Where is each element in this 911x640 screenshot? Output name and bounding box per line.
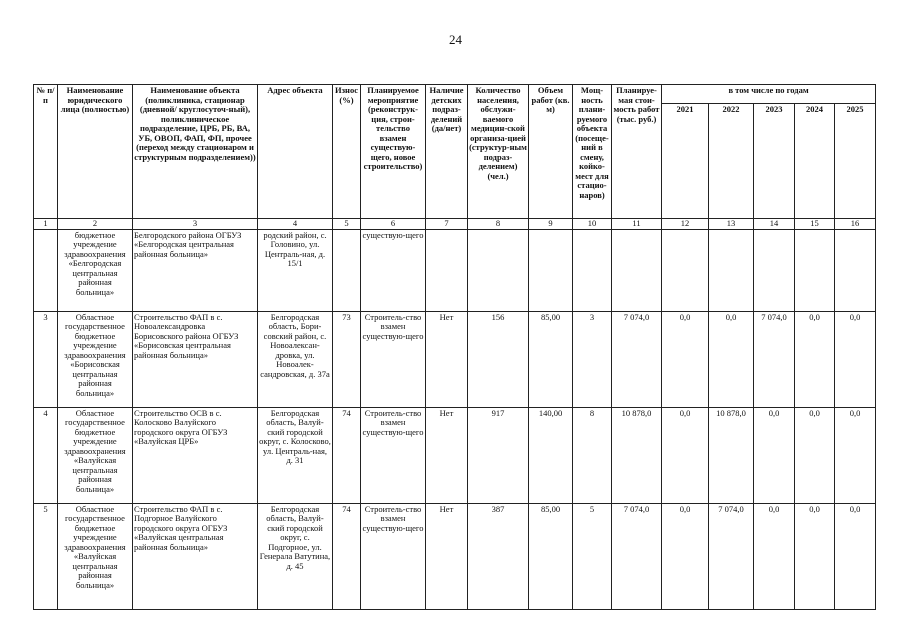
column-number: 6 bbox=[361, 219, 426, 230]
cell-population: 387 bbox=[468, 503, 529, 609]
table-row bbox=[34, 503, 876, 609]
header-children: Наличие детских подраз-делений (да/нет) bbox=[426, 85, 468, 219]
cell-2025: 0,0 bbox=[835, 311, 876, 407]
cell-2021 bbox=[662, 229, 709, 311]
cell-children bbox=[426, 229, 468, 311]
cell-volume bbox=[529, 229, 573, 311]
column-number: 7 bbox=[426, 219, 468, 230]
header-capacity: Мощ-ность плани-руемого объекта (посеще-ний в смену, койко-мест для стацио-наров) bbox=[573, 85, 612, 219]
header-year: 2025 bbox=[835, 104, 876, 219]
header-year: 2022 bbox=[709, 104, 754, 219]
column-number: 13 bbox=[709, 219, 754, 230]
cell-planned: существую-щего bbox=[361, 229, 426, 311]
column-number: 16 bbox=[835, 219, 876, 230]
cell-wear bbox=[333, 229, 361, 311]
header-year: 2021 bbox=[662, 104, 709, 219]
cell-2021: 0,0 bbox=[662, 503, 709, 609]
table-row bbox=[34, 407, 876, 503]
cell-capacity: 8 bbox=[573, 407, 612, 503]
cell-object: Строительство ФАП в с. Новоалександровка Борисовского района ОГБУЗ «Борисовская центральная районная больница» bbox=[133, 311, 258, 407]
column-number: 4 bbox=[258, 219, 333, 230]
cell-cost: 7 074,0 bbox=[612, 503, 662, 609]
header-volume: Объем работ (кв. м) bbox=[529, 85, 573, 219]
cell-cost: 10 878,0 bbox=[612, 407, 662, 503]
cell-children: Нет bbox=[426, 503, 468, 609]
cell-capacity: 3 bbox=[573, 311, 612, 407]
cell-2025 bbox=[835, 229, 876, 311]
cell-planned: Строитель-ство взамен существую-щего bbox=[361, 311, 426, 407]
column-number: 1 bbox=[34, 219, 58, 230]
cell-2022: 7 074,0 bbox=[709, 503, 754, 609]
cell-legal: Областное государственное бюджетное учреждение здравоохранения «Валуйская центральная районная больница» bbox=[58, 503, 133, 609]
column-number: 12 bbox=[662, 219, 709, 230]
cell-2024: 0,0 bbox=[795, 407, 835, 503]
cell-volume: 140,00 bbox=[529, 407, 573, 503]
column-number: 8 bbox=[468, 219, 529, 230]
cell-num: 5 bbox=[34, 503, 58, 609]
cell-capacity: 5 bbox=[573, 503, 612, 609]
cell-volume: 85,00 bbox=[529, 311, 573, 407]
cell-address: Белгородская область, Бори-совский район, с. Новоалексан-дровка, ул. Новоалек-сандровская, д. 37а bbox=[258, 311, 333, 407]
cell-population: 917 bbox=[468, 407, 529, 503]
cell-cost: 7 074,0 bbox=[612, 311, 662, 407]
cell-2021: 0,0 bbox=[662, 311, 709, 407]
cell-2023: 0,0 bbox=[754, 407, 795, 503]
cell-num: 3 bbox=[34, 311, 58, 407]
cell-address: Белгородская область, Валуй-ский городской округ, с. Подгорное, ул. Генерала Ватутина, д. 45 bbox=[258, 503, 333, 609]
column-number: 5 bbox=[333, 219, 361, 230]
cell-planned: Строитель-ство взамен существую-щего bbox=[361, 503, 426, 609]
header-num: № п/п bbox=[34, 85, 58, 219]
page-number: 24 bbox=[449, 32, 462, 47]
cell-2025: 0,0 bbox=[835, 503, 876, 609]
column-number: 3 bbox=[133, 219, 258, 230]
header-planned: Планируемое мероприятие (реконструк-ция, строи-тельство взамен существую-щего, новое строительство) bbox=[361, 85, 426, 219]
header-years-group: в том числе по годам bbox=[662, 85, 876, 104]
column-number: 11 bbox=[612, 219, 662, 230]
column-number: 10 bbox=[573, 219, 612, 230]
cell-address: родский район, с. Головино, ул. Централь-ная, д. 15/1 bbox=[258, 229, 333, 311]
cell-2024: 0,0 bbox=[795, 503, 835, 609]
cell-num: 4 bbox=[34, 407, 58, 503]
cell-object: Строительство ФАП в с. Подгорное Валуйского городского округа ОГБУЗ «Валуйская центральная районная больница» bbox=[133, 503, 258, 609]
cell-children: Нет bbox=[426, 407, 468, 503]
cell-2022: 10 878,0 bbox=[709, 407, 754, 503]
cell-address: Белгородская область, Валуй-ский городской округ, с. Колосково, ул. Централь-ная, д. 31 bbox=[258, 407, 333, 503]
table-row bbox=[34, 311, 876, 407]
cell-population: 156 bbox=[468, 311, 529, 407]
cell-2024 bbox=[795, 229, 835, 311]
cell-2023 bbox=[754, 229, 795, 311]
cell-object: Белгородского района ОГБУЗ «Белгородская центральная районная больница» bbox=[133, 229, 258, 311]
column-number: 14 bbox=[754, 219, 795, 230]
cell-children: Нет bbox=[426, 311, 468, 407]
cell-wear: 74 bbox=[333, 503, 361, 609]
cell-2022 bbox=[709, 229, 754, 311]
header-year: 2023 bbox=[754, 104, 795, 219]
cell-2021: 0,0 bbox=[662, 407, 709, 503]
cell-2025: 0,0 bbox=[835, 407, 876, 503]
cell-2022: 0,0 bbox=[709, 311, 754, 407]
header-address: Адрес объекта bbox=[258, 85, 333, 219]
cell-legal: Областное государственное бюджетное учреждение здравоохранения «Валуйская центральная районная больница» bbox=[58, 407, 133, 503]
header-wear: Износ (%) bbox=[333, 85, 361, 219]
column-number: 2 bbox=[58, 219, 133, 230]
header-year: 2024 bbox=[795, 104, 835, 219]
cell-2023: 0,0 bbox=[754, 503, 795, 609]
cell-num bbox=[34, 229, 58, 311]
cell-wear: 73 bbox=[333, 311, 361, 407]
column-number: 9 bbox=[529, 219, 573, 230]
cell-capacity bbox=[573, 229, 612, 311]
header-object-name: Наименование объекта (поликлиника, стационар (дневной/ круглосуточ-ный), поликлиническое подразделение, ЦРБ, РБ, ВА, УБ, ОВОП, ФАП, ФП, прочее (переход между стационаром и структурным подразделением)) bbox=[133, 85, 258, 219]
cell-wear: 74 bbox=[333, 407, 361, 503]
cell-2023: 7 074,0 bbox=[754, 311, 795, 407]
cell-2024: 0,0 bbox=[795, 311, 835, 407]
table-row bbox=[34, 229, 876, 311]
cell-planned: Строитель-ство взамен существую-щего bbox=[361, 407, 426, 503]
header-cost: Планируе-мая стои-мость работ (тыс. руб.) bbox=[612, 85, 662, 219]
cell-volume: 85,00 bbox=[529, 503, 573, 609]
cell-cost bbox=[612, 229, 662, 311]
cell-legal: Областное государственное бюджетное учреждение здравоохранения «Борисовская центральная районная больница» bbox=[58, 311, 133, 407]
cell-population bbox=[468, 229, 529, 311]
header-population: Количество населения, обслужи-ваемого медицин-ской организа-цией (структур-ным подраз-делением) (чел.) bbox=[468, 85, 529, 219]
cell-object: Строительство ОСВ в с. Колосково Валуйского городского округа ОГБУЗ «Валуйская ЦРБ» bbox=[133, 407, 258, 503]
cell-legal: бюджетное учреждение здравоохранения «Белгородская центральная районная больница» bbox=[58, 229, 133, 311]
investment-table bbox=[33, 84, 876, 610]
header-legal-name: Наименование юридического лица (полностью) bbox=[58, 85, 133, 219]
column-number: 15 bbox=[795, 219, 835, 230]
column-number-row bbox=[34, 219, 876, 230]
